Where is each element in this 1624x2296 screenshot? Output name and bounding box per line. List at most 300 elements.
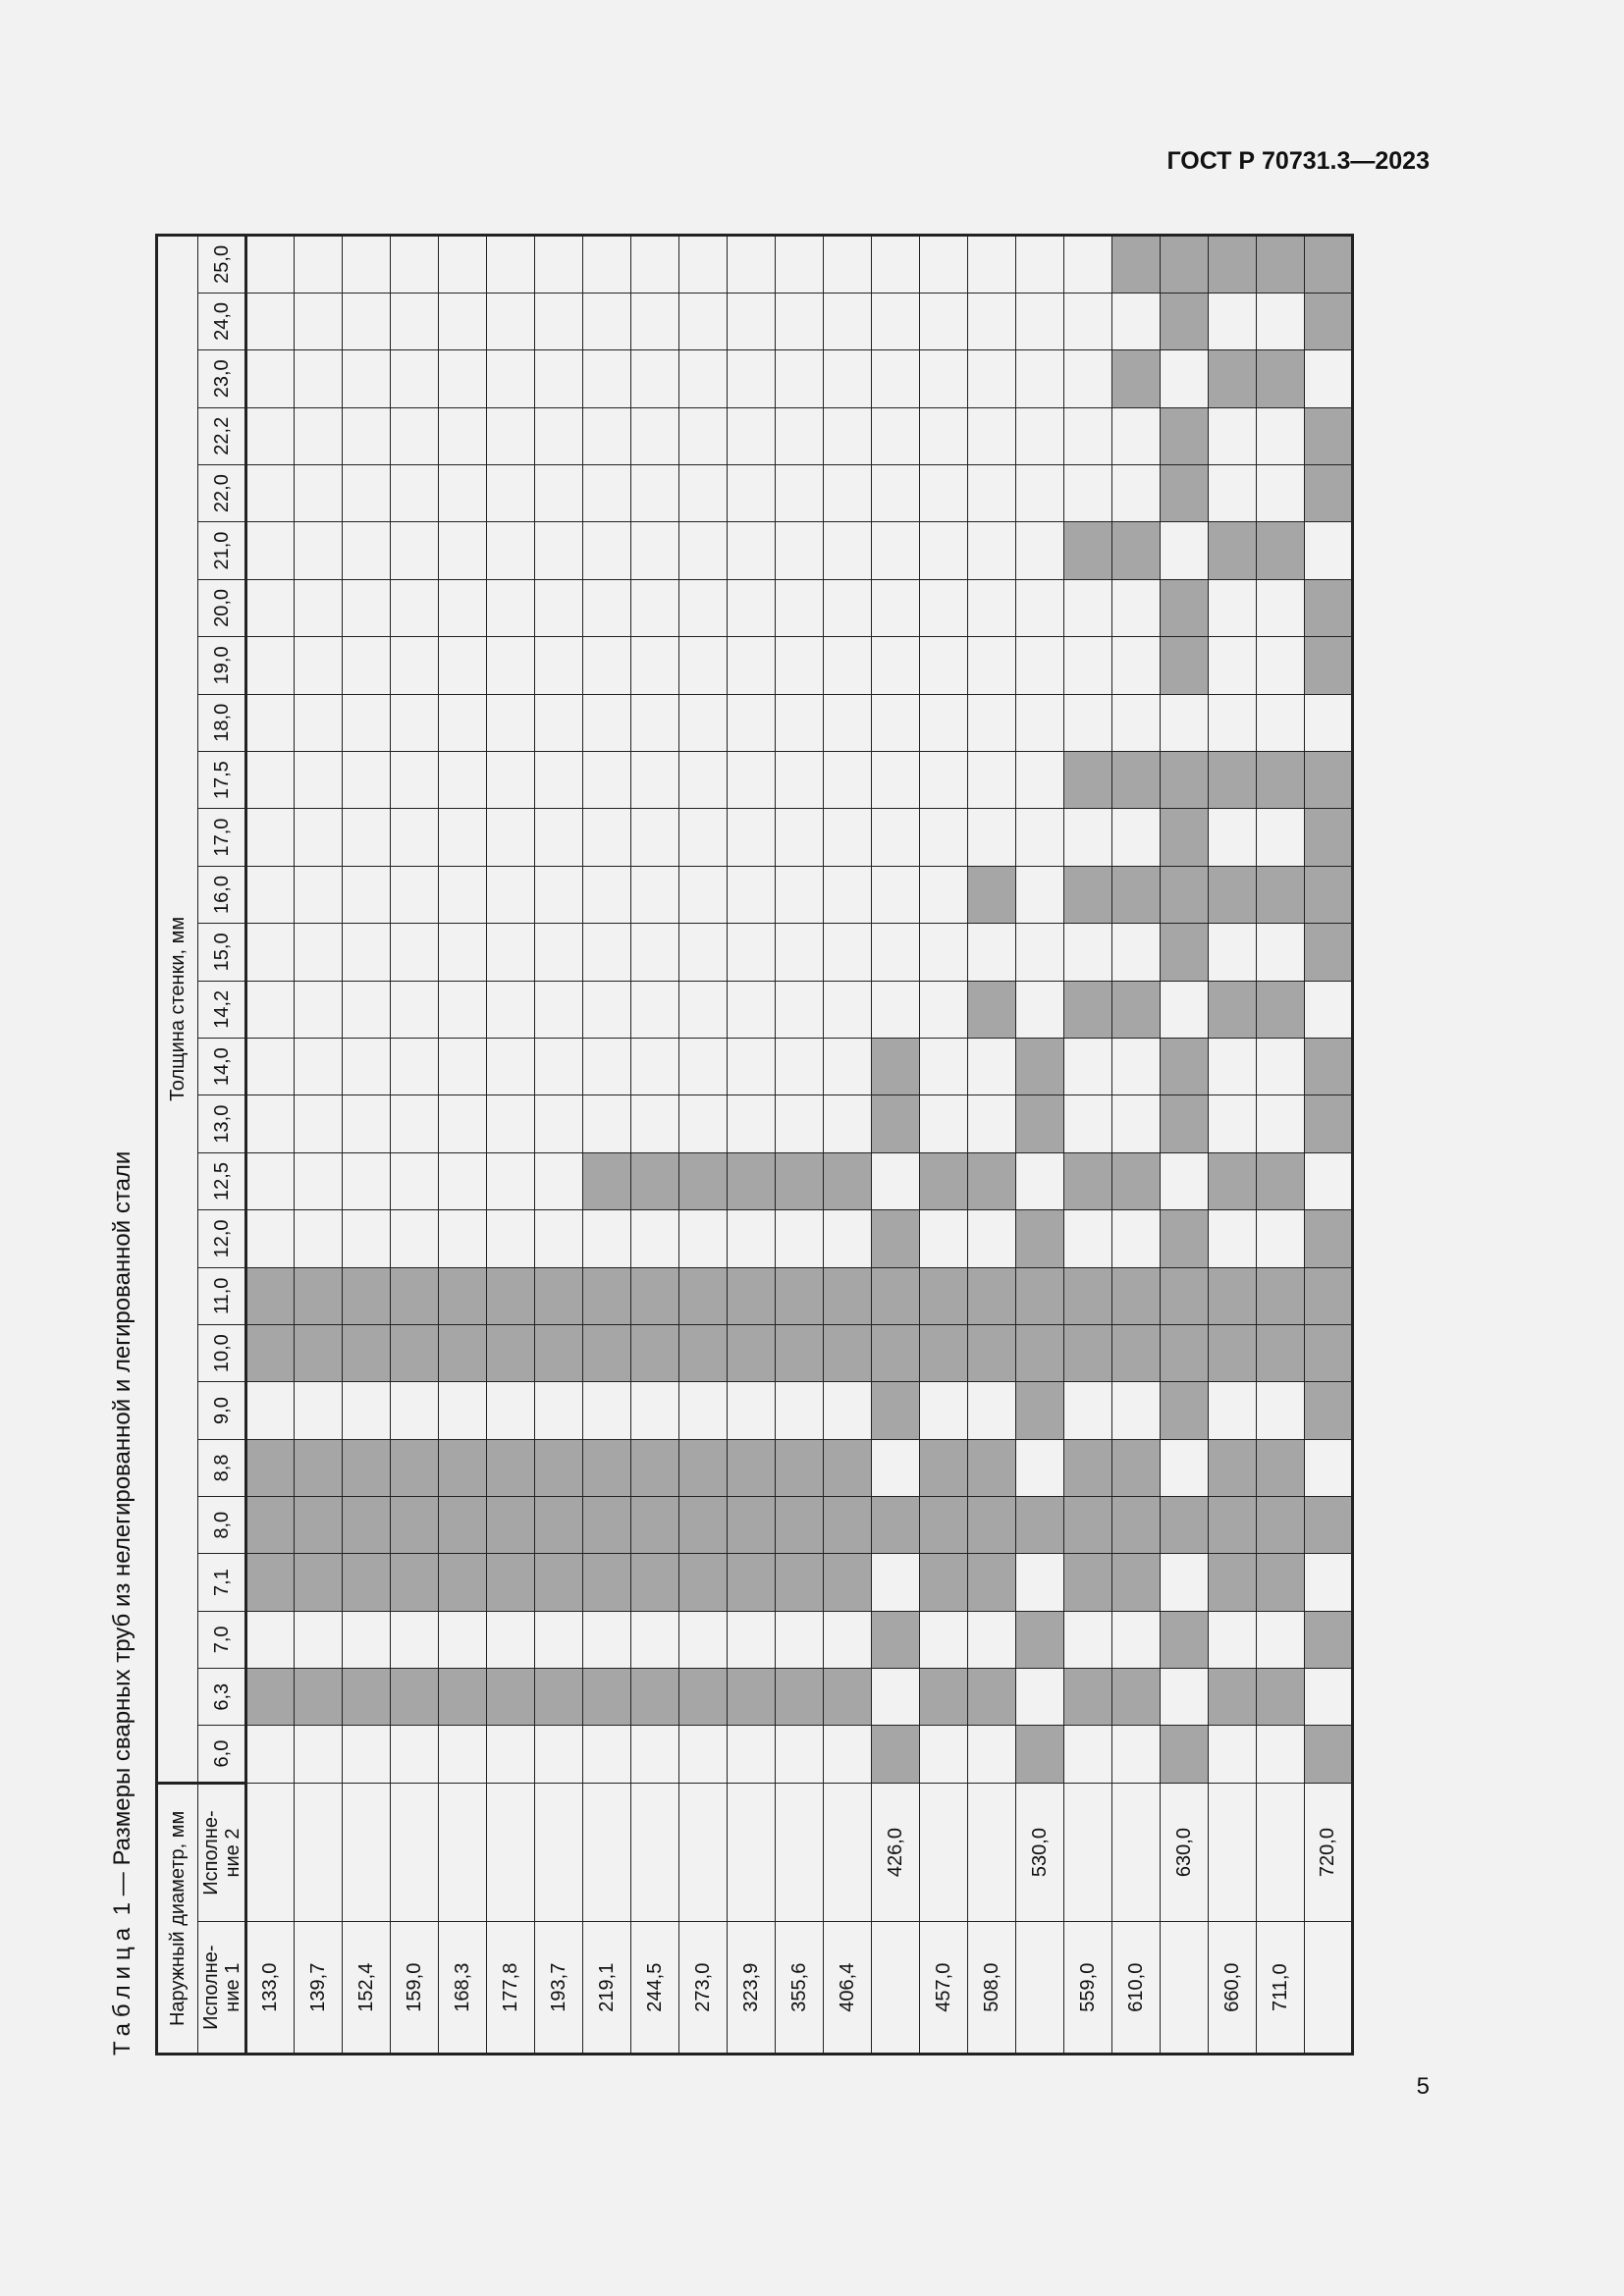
cell-available	[776, 1439, 824, 1496]
table-row	[535, 236, 583, 2055]
cell-available	[776, 1554, 824, 1611]
cell-diameter-variant-2	[1209, 1783, 1257, 1922]
cell-available	[295, 1267, 343, 1324]
cell-empty	[728, 293, 776, 349]
cell-diameter-variant-2: 630,0	[1161, 1783, 1209, 1922]
cell-empty	[728, 1095, 776, 1152]
cell-empty	[295, 350, 343, 407]
cell-available	[487, 1267, 535, 1324]
cell-diameter-variant-2	[583, 1783, 631, 1922]
cell-available	[968, 1439, 1016, 1496]
cell-available	[535, 1439, 583, 1496]
cell-empty	[439, 1611, 487, 1668]
table-row	[1064, 236, 1112, 2055]
cell-empty	[631, 1611, 679, 1668]
cell-empty	[824, 1611, 872, 1668]
cell-available	[872, 1726, 920, 1783]
cell-available	[968, 1554, 1016, 1611]
cell-empty	[295, 1726, 343, 1783]
cell-available	[728, 1554, 776, 1611]
cell-empty	[679, 1611, 728, 1668]
cell-empty	[1305, 1554, 1353, 1611]
cell-available	[1161, 1095, 1209, 1152]
cell-available	[968, 1669, 1016, 1726]
cell-empty	[246, 1611, 295, 1668]
cell-empty	[391, 522, 439, 579]
cell-empty	[487, 407, 535, 464]
cell-empty	[679, 350, 728, 407]
cell-diameter-variant-2	[343, 1783, 391, 1922]
cell-empty	[1112, 1210, 1161, 1267]
cell-available	[1112, 522, 1161, 579]
cell-empty	[1016, 866, 1064, 923]
cell-empty	[920, 1210, 968, 1267]
cell-available	[1209, 350, 1257, 407]
cell-empty	[1161, 1554, 1209, 1611]
cell-empty	[343, 1210, 391, 1267]
cell-empty	[487, 464, 535, 521]
cell-empty	[824, 981, 872, 1038]
cell-empty	[1016, 809, 1064, 866]
cell-empty	[1016, 1554, 1064, 1611]
cell-available	[487, 1325, 535, 1382]
cell-empty	[343, 350, 391, 407]
cell-available	[1209, 1554, 1257, 1611]
cell-empty	[872, 579, 920, 636]
cell-empty	[1016, 579, 1064, 636]
cell-available	[1161, 1325, 1209, 1382]
cell-empty	[487, 1726, 535, 1783]
cell-empty	[487, 293, 535, 349]
cell-empty	[246, 350, 295, 407]
cell-empty	[343, 407, 391, 464]
cell-empty	[776, 236, 824, 294]
cell-empty	[1016, 924, 1064, 981]
cell-empty	[968, 464, 1016, 521]
cell-empty	[631, 981, 679, 1038]
cell-empty	[391, 1611, 439, 1668]
cell-available	[1161, 1611, 1209, 1668]
cell-empty	[1064, 1095, 1112, 1152]
cell-diameter-variant-1: 660,0	[1209, 1922, 1257, 2055]
cell-available	[679, 1554, 728, 1611]
cell-available	[1016, 1382, 1064, 1439]
cell-diameter-variant-2	[679, 1783, 728, 1922]
cell-empty	[968, 236, 1016, 294]
cell-empty	[776, 407, 824, 464]
cell-empty	[968, 637, 1016, 694]
cell-empty	[439, 637, 487, 694]
cell-empty	[439, 1095, 487, 1152]
cell-empty	[583, 637, 631, 694]
page-number: 5	[1416, 2073, 1430, 2100]
cell-empty	[487, 637, 535, 694]
cell-empty	[439, 293, 487, 349]
cell-empty	[391, 1152, 439, 1209]
cell-empty	[295, 1382, 343, 1439]
cell-empty	[391, 1038, 439, 1095]
cell-empty	[535, 637, 583, 694]
cell-empty	[1209, 1611, 1257, 1668]
cell-empty	[776, 924, 824, 981]
cell-empty	[824, 751, 872, 808]
cell-empty	[343, 809, 391, 866]
cell-diameter-variant-1: 508,0	[968, 1922, 1016, 2055]
cell-empty	[968, 809, 1016, 866]
cell-empty	[920, 579, 968, 636]
cell-diameter-variant-2: 720,0	[1305, 1783, 1353, 1922]
cell-empty	[439, 1038, 487, 1095]
cell-available	[1257, 236, 1305, 294]
cell-empty	[776, 1095, 824, 1152]
cell-diameter-variant-2	[728, 1783, 776, 1922]
cell-empty	[1161, 522, 1209, 579]
cell-empty	[1064, 637, 1112, 694]
cell-available	[1161, 1038, 1209, 1095]
cell-available	[776, 1267, 824, 1324]
cell-diameter-variant-2	[487, 1783, 535, 1922]
cell-diameter-variant-1: 139,7	[295, 1922, 343, 2055]
cell-available	[968, 981, 1016, 1038]
cell-empty	[776, 637, 824, 694]
cell-empty	[391, 637, 439, 694]
cell-empty	[1112, 1726, 1161, 1783]
cell-empty	[343, 579, 391, 636]
cell-empty	[920, 637, 968, 694]
cell-empty	[728, 407, 776, 464]
cell-available	[583, 1439, 631, 1496]
cell-available	[679, 1267, 728, 1324]
cell-empty	[1064, 293, 1112, 349]
cell-available	[776, 1325, 824, 1382]
cell-empty	[1064, 1382, 1112, 1439]
cell-diameter-variant-1: 244,5	[631, 1922, 679, 2055]
cell-empty	[1257, 464, 1305, 521]
table-caption-prefix: Таблица	[109, 1921, 135, 2056]
cell-empty	[728, 350, 776, 407]
cell-empty	[824, 522, 872, 579]
cell-empty	[439, 1382, 487, 1439]
cell-empty	[776, 1382, 824, 1439]
cell-available	[1209, 1669, 1257, 1726]
table-row	[1257, 236, 1305, 2055]
cell-available	[391, 1439, 439, 1496]
cell-available	[920, 1554, 968, 1611]
cell-empty	[1257, 1611, 1305, 1668]
table-row	[776, 236, 824, 2055]
cell-empty	[343, 1611, 391, 1668]
cell-empty	[776, 464, 824, 521]
cell-empty	[631, 1038, 679, 1095]
cell-empty	[920, 1038, 968, 1095]
header-row-groups	[157, 236, 198, 2055]
cell-empty	[246, 236, 295, 294]
cell-available	[1305, 751, 1353, 808]
cell-empty	[679, 809, 728, 866]
cell-empty	[1209, 1038, 1257, 1095]
cell-empty	[631, 579, 679, 636]
cell-empty	[1016, 1669, 1064, 1726]
cell-empty	[1112, 1095, 1161, 1152]
cell-empty	[439, 694, 487, 751]
cell-empty	[1209, 694, 1257, 751]
cell-empty	[872, 464, 920, 521]
cell-empty	[1064, 1726, 1112, 1783]
cell-empty	[391, 924, 439, 981]
cell-available	[824, 1152, 872, 1209]
cell-empty	[343, 1038, 391, 1095]
cell-empty	[1257, 1095, 1305, 1152]
cell-empty	[1305, 1152, 1353, 1209]
cell-empty	[679, 866, 728, 923]
cell-available	[728, 1439, 776, 1496]
cell-available	[920, 1325, 968, 1382]
cell-available	[1064, 1497, 1112, 1554]
cell-available	[535, 1497, 583, 1554]
cell-empty	[776, 981, 824, 1038]
cell-empty	[824, 350, 872, 407]
cell-available	[1064, 1439, 1112, 1496]
cell-available	[535, 1325, 583, 1382]
cell-empty	[487, 981, 535, 1038]
cell-empty	[679, 293, 728, 349]
header-thickness: 11,0	[198, 1267, 246, 1324]
cell-available	[1305, 236, 1353, 294]
cell-available	[1112, 751, 1161, 808]
cell-empty	[535, 694, 583, 751]
cell-available	[1064, 522, 1112, 579]
cell-available	[1305, 866, 1353, 923]
cell-available	[1257, 350, 1305, 407]
cell-empty	[1064, 236, 1112, 294]
cell-available	[1305, 1497, 1353, 1554]
cell-empty	[295, 866, 343, 923]
cell-empty	[679, 1038, 728, 1095]
cell-empty	[728, 981, 776, 1038]
cell-empty	[920, 1382, 968, 1439]
cell-diameter-variant-1: 559,0	[1064, 1922, 1112, 2055]
cell-empty	[391, 866, 439, 923]
cell-available	[920, 1439, 968, 1496]
cell-empty	[1161, 1669, 1209, 1726]
cell-diameter-variant-1	[1016, 1922, 1064, 2055]
cell-empty	[535, 293, 583, 349]
cell-empty	[487, 1038, 535, 1095]
cell-empty	[1112, 1382, 1161, 1439]
cell-available	[1305, 637, 1353, 694]
cell-empty	[535, 464, 583, 521]
cell-empty	[824, 1726, 872, 1783]
cell-empty	[1016, 293, 1064, 349]
cell-available	[1112, 350, 1161, 407]
cell-empty	[1257, 1038, 1305, 1095]
cell-empty	[679, 751, 728, 808]
cell-empty	[1112, 809, 1161, 866]
cell-available	[1112, 1554, 1161, 1611]
cell-available	[1064, 981, 1112, 1038]
pipe-sizes-table	[155, 234, 1354, 2056]
cell-available	[1064, 751, 1112, 808]
cell-available	[631, 1152, 679, 1209]
cell-available	[391, 1669, 439, 1726]
cell-empty	[968, 1611, 1016, 1668]
cell-empty	[583, 1726, 631, 1783]
cell-available	[391, 1267, 439, 1324]
cell-available	[824, 1439, 872, 1496]
cell-empty	[391, 809, 439, 866]
cell-empty	[872, 407, 920, 464]
cell-empty	[776, 809, 824, 866]
cell-available	[1305, 1210, 1353, 1267]
cell-empty	[391, 694, 439, 751]
table-row	[246, 236, 295, 2055]
cell-available	[391, 1497, 439, 1554]
cell-available	[1112, 866, 1161, 923]
cell-available	[728, 1152, 776, 1209]
cell-empty	[246, 1726, 295, 1783]
cell-empty	[631, 464, 679, 521]
cell-diameter-variant-2: 426,0	[872, 1783, 920, 1922]
header-thickness: 17,5	[198, 751, 246, 808]
cell-available	[1305, 1267, 1353, 1324]
cell-empty	[824, 866, 872, 923]
cell-diameter-variant-2	[1257, 1783, 1305, 1922]
cell-empty	[343, 1382, 391, 1439]
cell-available	[728, 1497, 776, 1554]
cell-empty	[679, 579, 728, 636]
cell-empty	[535, 809, 583, 866]
cell-empty	[343, 866, 391, 923]
cell-empty	[535, 522, 583, 579]
cell-available	[872, 1095, 920, 1152]
cell-empty	[1209, 1095, 1257, 1152]
cell-empty	[246, 407, 295, 464]
cell-available	[246, 1267, 295, 1324]
cell-available	[439, 1325, 487, 1382]
cell-empty	[439, 236, 487, 294]
cell-empty	[824, 637, 872, 694]
cell-empty	[679, 464, 728, 521]
cell-empty	[679, 924, 728, 981]
cell-empty	[1209, 1382, 1257, 1439]
cell-empty	[391, 407, 439, 464]
cell-empty	[1305, 522, 1353, 579]
header-thickness: 14,2	[198, 981, 246, 1038]
cell-empty	[872, 751, 920, 808]
cell-empty	[824, 293, 872, 349]
cell-available	[1112, 1325, 1161, 1382]
cell-available	[1257, 981, 1305, 1038]
cell-empty	[487, 751, 535, 808]
cell-empty	[439, 1210, 487, 1267]
cell-empty	[487, 866, 535, 923]
cell-empty	[295, 809, 343, 866]
header-thickness: 17,0	[198, 809, 246, 866]
cell-empty	[1064, 464, 1112, 521]
cell-available	[968, 1497, 1016, 1554]
cell-available	[295, 1554, 343, 1611]
cell-empty	[535, 236, 583, 294]
cell-available	[1064, 1554, 1112, 1611]
cell-diameter-variant-2	[1112, 1783, 1161, 1922]
cell-empty	[920, 350, 968, 407]
cell-empty	[1209, 1726, 1257, 1783]
cell-available	[343, 1497, 391, 1554]
cell-empty	[343, 522, 391, 579]
cell-empty	[535, 751, 583, 808]
cell-available	[776, 1497, 824, 1554]
cell-empty	[583, 981, 631, 1038]
cell-available	[872, 1497, 920, 1554]
cell-empty	[391, 981, 439, 1038]
cell-empty	[583, 1210, 631, 1267]
header-thickness: 8,0	[198, 1497, 246, 1554]
cell-empty	[920, 407, 968, 464]
header-wall-thickness: Толщина стенки, мм	[157, 236, 198, 1784]
cell-empty	[728, 1038, 776, 1095]
cell-empty	[535, 1210, 583, 1267]
cell-empty	[920, 522, 968, 579]
table-row	[1161, 236, 1209, 2055]
cell-diameter-variant-1: 133,0	[246, 1922, 295, 2055]
cell-diameter-variant-1: 457,0	[920, 1922, 968, 2055]
cell-available	[535, 1267, 583, 1324]
cell-available	[824, 1267, 872, 1324]
cell-available	[1016, 1038, 1064, 1095]
table-row	[872, 236, 920, 2055]
cell-empty	[824, 924, 872, 981]
cell-empty	[391, 236, 439, 294]
cell-empty	[679, 236, 728, 294]
cell-empty	[1209, 407, 1257, 464]
cell-empty	[728, 694, 776, 751]
cell-empty	[535, 1038, 583, 1095]
cell-empty	[1016, 464, 1064, 521]
cell-empty	[776, 1038, 824, 1095]
cell-available	[391, 1325, 439, 1382]
cell-empty	[583, 407, 631, 464]
cell-empty	[872, 350, 920, 407]
cell-diameter-variant-1: 193,7	[535, 1922, 583, 2055]
cell-empty	[968, 1210, 1016, 1267]
table-row	[920, 236, 968, 2055]
cell-available	[920, 1497, 968, 1554]
cell-available	[1257, 1325, 1305, 1382]
cell-available	[679, 1497, 728, 1554]
table-row	[631, 236, 679, 2055]
cell-empty	[631, 350, 679, 407]
cell-empty	[1016, 751, 1064, 808]
cell-empty	[295, 1038, 343, 1095]
table-body	[246, 236, 1353, 2055]
cell-empty	[391, 293, 439, 349]
cell-empty	[728, 751, 776, 808]
cell-available	[439, 1439, 487, 1496]
cell-diameter-variant-2	[1064, 1783, 1112, 1922]
cell-empty	[776, 579, 824, 636]
cell-empty	[920, 809, 968, 866]
cell-available	[1161, 1726, 1209, 1783]
cell-empty	[728, 1210, 776, 1267]
cell-empty	[824, 1095, 872, 1152]
cell-empty	[1112, 694, 1161, 751]
table-row	[968, 236, 1016, 2055]
cell-available	[1161, 579, 1209, 636]
header-thickness: 20,0	[198, 579, 246, 636]
cell-empty	[872, 924, 920, 981]
cell-empty	[583, 579, 631, 636]
cell-empty	[295, 1095, 343, 1152]
